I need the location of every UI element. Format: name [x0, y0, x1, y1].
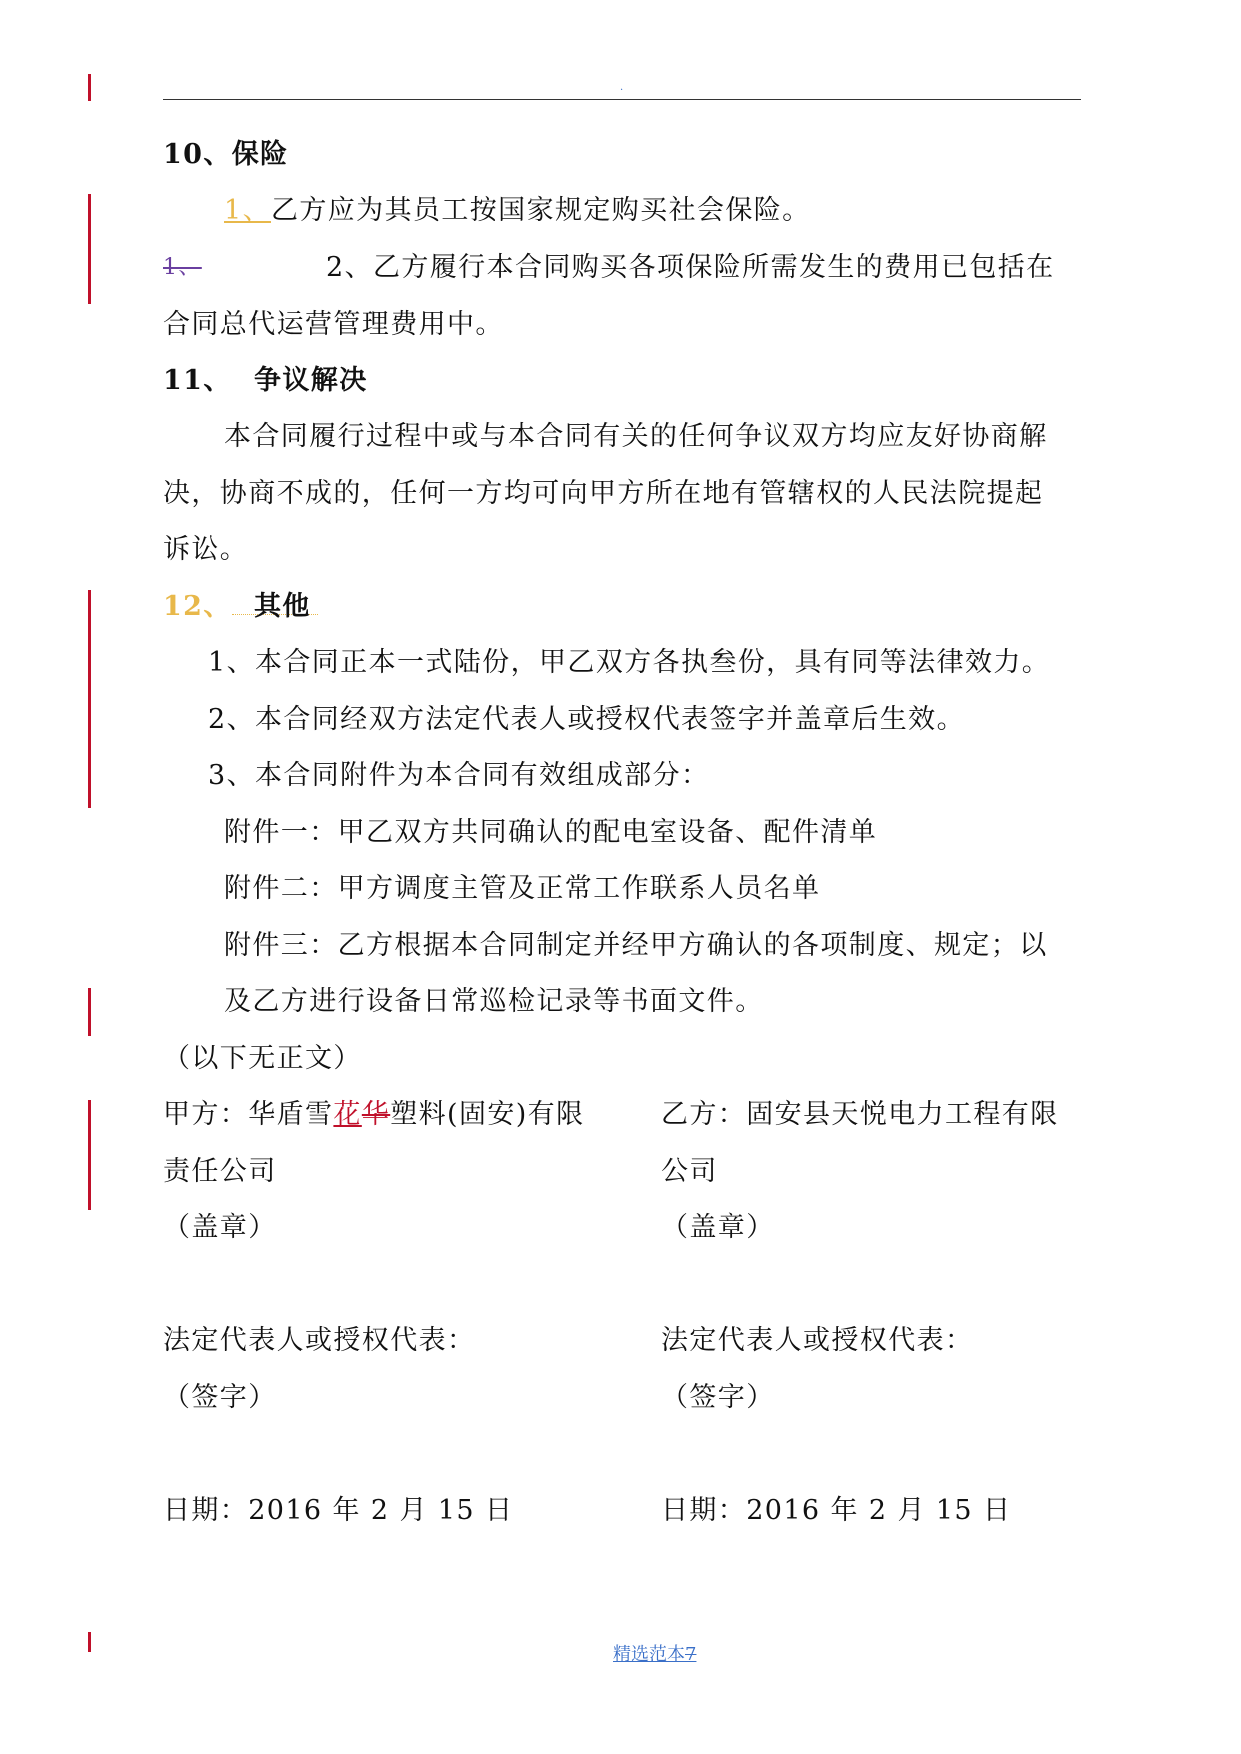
attachment-3-line-2: 及乙方进行设备日常巡检记录等书面文件。 — [224, 986, 764, 1017]
footer-link[interactable] — [613, 1640, 696, 1666]
party-b-representative: 法定代表人或授权代表： — [661, 1325, 974, 1356]
footer-text: 精选范本 — [613, 1644, 685, 1665]
party-a-name-line-2: 责任公司 — [163, 1156, 277, 1187]
inserted-number-mark: 1、 — [224, 195, 271, 226]
change-bar — [88, 988, 91, 1036]
party-b-signature: （签字） — [661, 1382, 775, 1413]
deleted-number-mark: 1、 — [163, 255, 202, 280]
party-a-name — [163, 1098, 585, 1132]
change-bar — [88, 590, 91, 808]
header-mark: . — [620, 82, 624, 93]
party-a-signature: （签字） — [163, 1382, 277, 1413]
s10-paragraph-1 — [224, 194, 811, 228]
s10-paragraph-2: 2、乙方履行本合同购买各项保险所需发生的费用已包括在 — [326, 252, 1055, 283]
s12-number-text: 12、 — [163, 591, 232, 622]
party-a-seal: （盖章） — [163, 1212, 277, 1243]
change-bar — [88, 74, 91, 101]
header-rule — [163, 99, 1081, 100]
party-a-name-pre: 甲方：华盾雪 — [163, 1099, 334, 1130]
s12-item-3: 3、本合同附件为本合同有效组成部分： — [208, 760, 710, 791]
s12-item-1: 1、本合同正本一式陆份，甲乙双方各执叁份，具有同等法律效力。 — [208, 647, 1051, 678]
s11-line-2: 决，协商不成的，任何一方均可向甲方所在地有管辖权的人民法院提起 — [163, 478, 1044, 509]
s10-p1-text: 乙方应为其员工按国家规定购买社会保险。 — [270, 195, 811, 226]
attachment-2: 附件二：甲方调度主管及正常工作联系人员名单 — [224, 873, 821, 904]
party-a-representative: 法定代表人或授权代表： — [163, 1325, 476, 1356]
party-b-date: 日期：2016 年 2 月 15 日 — [661, 1495, 1012, 1526]
inserted-text: 花 — [333, 1099, 362, 1130]
change-bar — [88, 1100, 91, 1210]
party-b-name: 乙方：固安县天悦电力工程有限 — [661, 1099, 1059, 1130]
s10-paragraph-2-cont: 合同总代运营管理费用中。 — [163, 309, 504, 340]
party-b-seal: （盖章） — [661, 1212, 775, 1243]
party-b-name-line-2: 公司 — [661, 1156, 718, 1187]
section-12-title: 其他 — [254, 591, 311, 622]
s12-item-2: 2、本合同经双方法定代表人或授权代表签字并盖章后生效。 — [208, 704, 965, 735]
party-a-date: 日期：2016 年 2 月 15 日 — [163, 1495, 514, 1526]
s10-deleted-number — [163, 251, 202, 285]
page-number: 7 — [685, 1644, 697, 1665]
attachment-3-line-1: 附件三：乙方根据本合同制定并经甲方确认的各项制度、规定；以 — [224, 930, 1048, 961]
change-bar — [88, 194, 91, 304]
deleted-text: 华 — [361, 1099, 391, 1130]
attachment-1: 附件一：甲乙双方共同确认的配电室设备、配件清单 — [224, 817, 878, 848]
s11-line-1: 本合同履行过程中或与本合同有关的任何争议双方均应友好协商解 — [224, 421, 1048, 452]
section-11-title: 争议解决 — [254, 365, 368, 396]
party-a-name-post: 塑料(固安)有限 — [390, 1099, 585, 1130]
change-bar — [88, 1632, 91, 1652]
section-10-title: 10、保险 — [163, 139, 289, 170]
s11-line-3: 诉讼。 — [163, 534, 249, 565]
no-more-text: （以下无正文） — [163, 1043, 362, 1074]
section-11-number: 11、 — [163, 365, 232, 396]
